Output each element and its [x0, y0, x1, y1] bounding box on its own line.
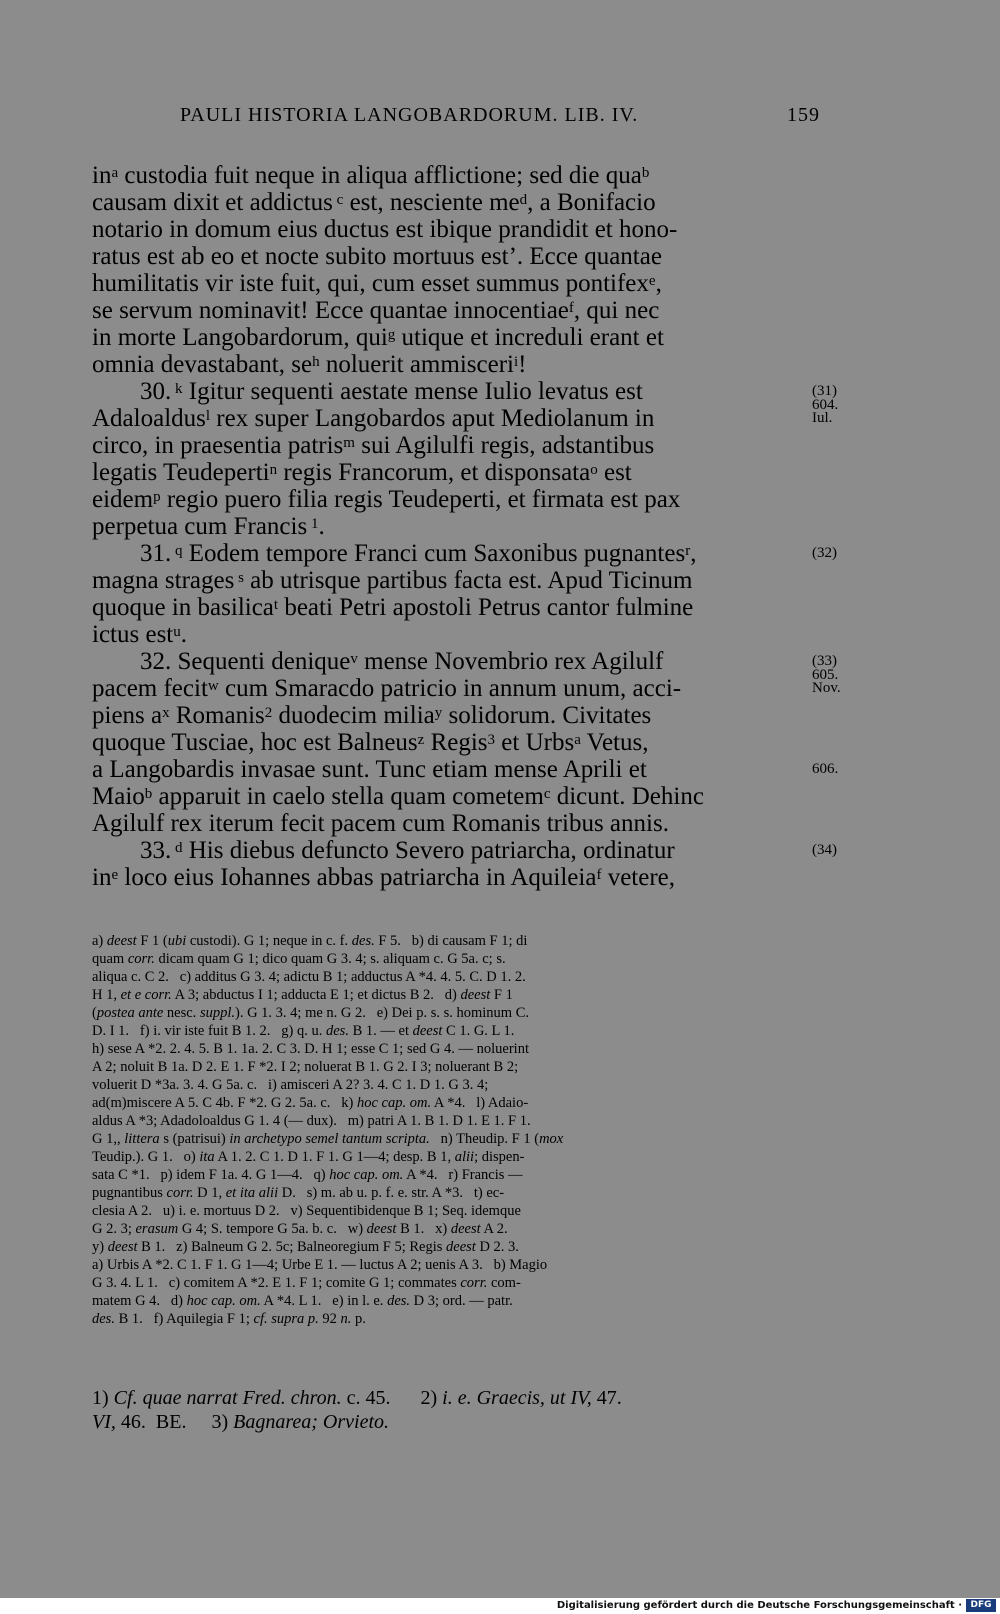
apparatus-line: A 2; noluit B 1a. D 2. E 1. F *2. I 2; noluerat B 1. G 2. I 3; noluerant B 2; [92, 1059, 519, 1075]
margin-note: 605. [812, 666, 839, 683]
text-line: perpetua cum Francis $^1$. [92, 513, 325, 540]
funding-credit: Digitalisierung gefördert durch die Deutsche Forschungsgemeinschaft · [556, 1600, 962, 1611]
margin-note: (32) [812, 545, 837, 561]
apparatus-line: quam corr. dicam quam G 1; dico quam G 3. 4; s. aliquam c. G 5a. c; s. [92, 951, 506, 967]
apparatus-line: a) Urbis A *2. C 1. F 1. G 1—4; Urbe E 1. — luctus A 2; uenis A 3. b) Magio [92, 1257, 548, 1273]
dfg-logo: DFG [966, 1599, 996, 1612]
apparatus-line: G 1,, littera s (patrisui) in archetypo semel tantum scripta. n) Theudip. F 1 (mox [92, 1131, 564, 1147]
text-line: notario in domum eius ductus est ibique prandidit et hono- [92, 216, 678, 243]
text-line: pacem fecit$^w$ cum Smaracdo patricio in annum unum, acci- [92, 675, 682, 702]
apparatus-line: sata C *1. p) idem F 1a. 4. G 1—4. q) hoc cap. om. A *4. r) Francis — [92, 1167, 523, 1183]
margin-note: (33) [812, 653, 837, 669]
text-line: 30. $^k$ Igitur sequenti aestate mense Iulio levatus est [140, 378, 643, 405]
text-line: Agilulf rex iterum fecit pacem cum Romanis tribus annis. [92, 810, 669, 837]
apparatus-line: (postea ante nesc. suppl.). G 1. 3. 4; me n. G 2. e) Dei p. s. s. hominum C. [92, 1005, 529, 1021]
apparatus-line: Teudip.). G 1. o) ita A 1. 2. C 1. D 1. F 1. G 1—4; desp. B 1, alii; dispen- [92, 1149, 525, 1165]
text-line: 31. $^q$ Eodem tempore Franci cum Saxonibus pugnantes$^r$, [140, 540, 697, 567]
margin-note: 606. [812, 761, 839, 777]
apparatus-line: voluerit D *3a. 3. 4. G 5a. c. i) amisceri A 2? 3. 4. C 1. D 1. G 3. 4; [92, 1077, 489, 1093]
footnote-line: 1) Cf. quae narrat Fred. chron. c. 45. 2) i. e. Graecis, ut IV, 47. [92, 1387, 622, 1409]
text-line: omnia devastabant, $se^h$ noluerit ammisceri$^i$! [92, 351, 527, 378]
running-title: PAULI HISTORIA LANGOBARDORUM. LIB. IV. [180, 104, 639, 126]
text-line: 33. $^d$ His diebus defuncto Severo patriarcha, ordinatur [140, 837, 675, 864]
apparatus-line: D. I 1. f) i. vir iste fuit B 1. 2. g) q. u. des. B 1. — et deest C 1. G. L 1. [92, 1023, 515, 1039]
text-line: eidem$^p$ regio puero filia regis Teudeperti, et firmata est pax [92, 486, 681, 513]
text-line: magna strages $^s$ ab utrisque partibus facta est. Apud Ticinum [92, 567, 693, 594]
apparatus-line: aliqua c. C 2. c) additus G 3. 4; adictu B 1; adductus A *4. 4. 5. C. D 1. 2. [92, 969, 526, 985]
apparatus-line: aldus A *3; Adadoloaldus G 1. 4 (— dux). m) patri A 1. B 1. D 1. E 1. F 1. [92, 1113, 531, 1129]
page-number: 159 [787, 104, 820, 126]
apparatus-line: des. B 1. f) Aquilegia F 1; cf. supra p. 92 n. p. [92, 1311, 366, 1327]
text-line: Adaloaldus$^l$ rex super Langobardos aput Mediolanum in [92, 405, 655, 432]
footnote-line: VI, 46. BE. 3) Bagnarea; Orvieto. [92, 1411, 389, 1433]
text-line: piens $a^x$ Romanis$^2$ duodecim milia$^y$ solidorum. Civitates [92, 702, 652, 729]
running-header [92, 104, 820, 134]
margin-note: Iul. [812, 410, 833, 426]
text-line: a Langobardis invasae sunt. Tunc etiam mense Aprili et [92, 756, 647, 783]
text-line: quoque in basilica$^t$ beati Petri apostoli Petrus cantor fulmine [92, 594, 694, 621]
apparatus-line: H 1, et e corr. A 3; abductus I 1; adducta E 1; et dictus B 2. d) deest F 1 [92, 987, 513, 1003]
text-line: in morte Langobardorum, qui$^g$ utique et increduli erant et [92, 324, 664, 351]
apparatus-line: clesia A 2. u) i. e. mortuus D 2. v) Sequentibidenque B 1; Seq. idemque [92, 1203, 521, 1219]
apparatus-line: matem G 4. d) hoc cap. om. A *4. L 1. e) in l. e. des. D 3; ord. — patr. [92, 1293, 513, 1309]
text-line: circo, in praesentia patris$^m$ sui Agilulfi regis, adstantibus [92, 432, 655, 459]
text-line: ictus est$^u$. [92, 621, 187, 648]
text-line: se servum nominavit! Ecce quantae innocentiae$^f$, qui nec [92, 297, 660, 324]
margin-note: (31) [812, 383, 837, 399]
apparatus-line: pugnantibus corr. D 1, et ita alii D. s) m. ab u. p. f. e. str. A *3. t) ec- [92, 1185, 505, 1201]
text-line: ratus est ab eo et nocte subito mortuus est’. Ecce quantae [92, 243, 662, 270]
text-line: quoque Tusciae, hoc est Balneus$^z$ Regis$^3$ et Urbs$^a$ Vetus, [92, 729, 649, 756]
margin-note: Nov. [812, 680, 841, 696]
margin-note: 604. [812, 396, 839, 413]
text-line: Maio$^b$ apparuit in caelo stella quam cometem$^c$ dicunt. Dehinc [92, 783, 704, 810]
text-line: 32. Sequenti denique$^v$ mense Novembrio rex Agilulf [140, 648, 664, 675]
margin-note: (34) [812, 842, 837, 858]
apparatus-line: G 3. 4. L 1. c) comitem A *2. E 1. F 1; comite G 1; commates corr. com- [92, 1275, 521, 1291]
text-line: legatis Teudeperti$^n$ regis Francorum, et disponsata$^o$ est [92, 459, 632, 486]
apparatus-line: h) sese A *2. 2. 4. 5. B 1. 1a. 2. C 3. D. H 1; esse C 1; sed G 4. — noluerint [92, 1041, 529, 1057]
apparatus-line: a) deest F 1 (ubi custodi). G 1; neque in c. f. des. F 5. b) di causam F 1; di [92, 933, 528, 949]
text-line: causam dixit et addictus $^c$ est, nesciente $me^d$, a Bonifacio [92, 189, 656, 216]
apparatus-line: G 2. 3; erasum G 4; S. tempore G 5a. b. c. w) deest B 1. x) deest A 2. [92, 1221, 508, 1237]
text-line: $in^a$ custodia fuit neque in aliqua afflictione; sed die qua$^b$ [92, 162, 650, 189]
apparatus-line: y) deest B 1. z) Balneum G 2. 5c; Balneoregium F 5; Regis deest D 2. 3. [92, 1239, 519, 1255]
text-line: humilitatis vir iste fuit, qui, cum esset summus pontifex$^e$, [92, 270, 662, 297]
apparatus-line: ad(m)miscere A 5. C 4b. F *2. G 2. 5a. c. k) hoc cap. om. A *4. l) Adaio- [92, 1095, 529, 1111]
text-line: $in^e$ loco eius Iohannes abbas patriarcha in Aquileia$^f$ vetere, [92, 864, 675, 891]
